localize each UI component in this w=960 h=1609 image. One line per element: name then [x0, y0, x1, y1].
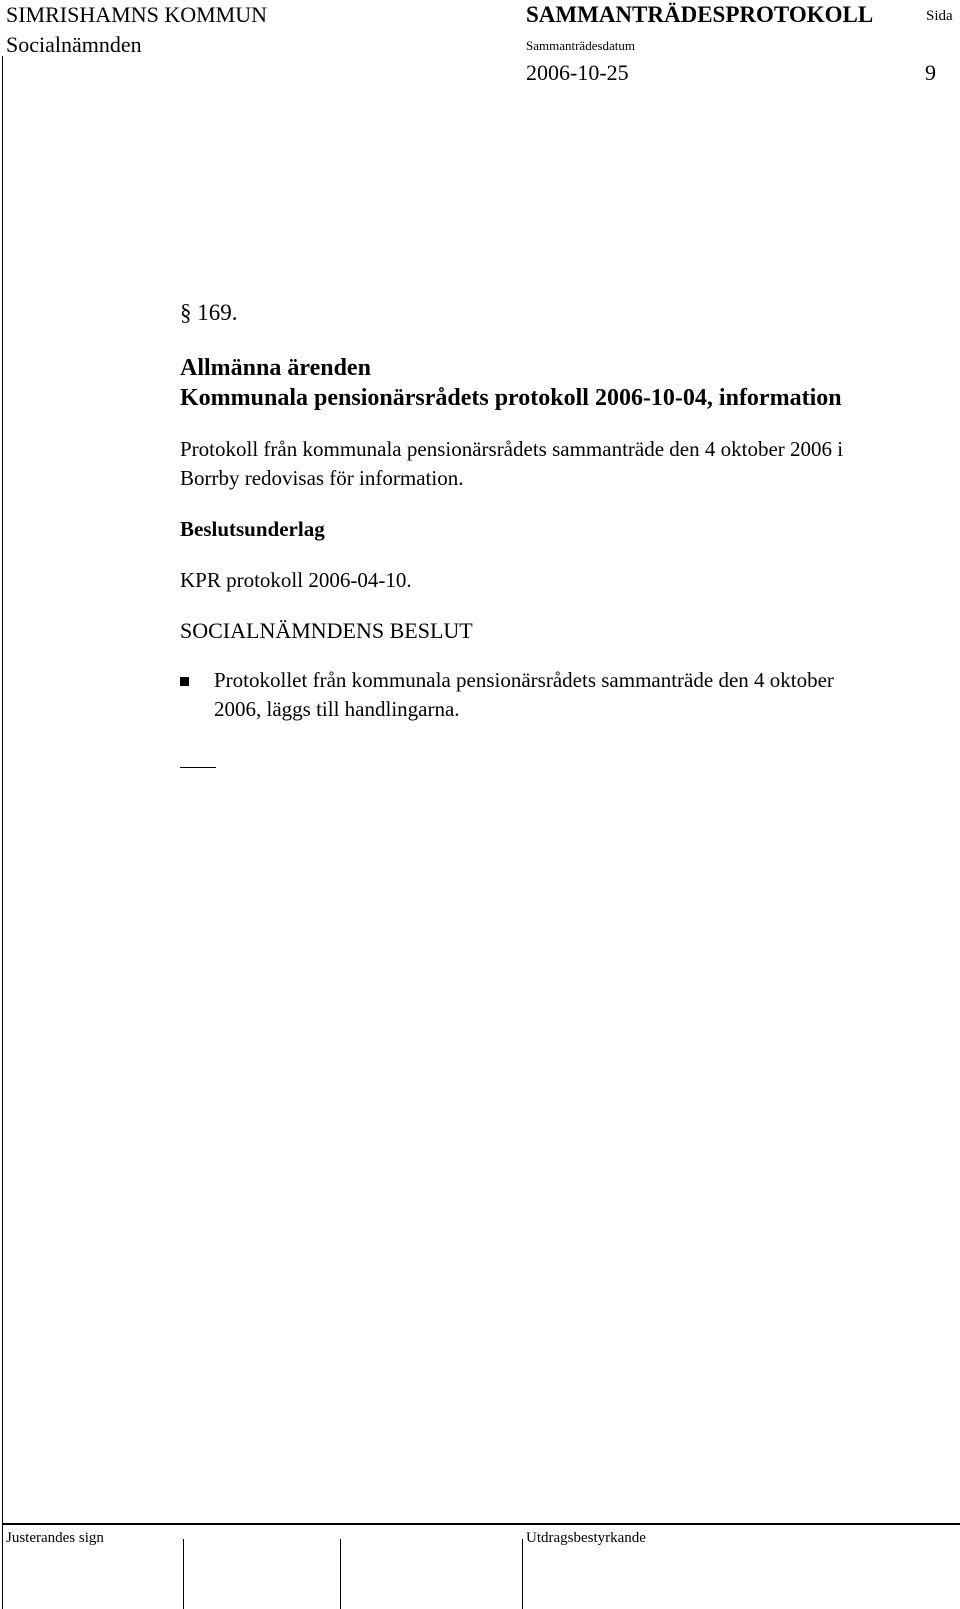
document-title: SAMMANTRÄDESPROTOKOLL	[526, 2, 874, 27]
organization-name: SIMRISHAMNS KOMMUN	[6, 2, 267, 27]
end-rule	[180, 767, 216, 768]
page-label: Sida	[926, 8, 953, 24]
page-number: 9	[925, 60, 936, 85]
left-margin-line	[2, 56, 3, 1609]
meeting-date-label: Sammanträdesdatum	[526, 38, 636, 53]
basis-heading: Beslutsunderlag	[180, 517, 325, 541]
bullet-square-icon	[180, 677, 189, 686]
signature-divider	[340, 1539, 341, 1609]
adjuster-signature-label: Justerandes sign	[6, 1530, 104, 1546]
signature-divider	[183, 1539, 184, 1609]
decision-text-line: Protokollet från kommunala pensionärsrådets sammanträde den 4 oktober	[214, 668, 834, 692]
body-text-line: Borrby redovisas för information.	[180, 466, 464, 490]
paragraph-number: § 169.	[180, 300, 238, 325]
decision-text-line: 2006, läggs till handlingarna.	[214, 697, 460, 721]
decision-heading: SOCIALNÄMNDENS BESLUT	[180, 618, 473, 643]
section-subheading: Kommunala pensionärsrådets protokoll 2006-10-04, information	[180, 385, 842, 411]
meeting-date: 2006-10-25	[526, 60, 629, 85]
body-text-line: Protokoll från kommunala pensionärsrådets sammanträde den 4 oktober 2006 i	[180, 437, 844, 461]
signature-divider	[522, 1539, 523, 1609]
certification-label: Utdragsbestyrkande	[526, 1530, 646, 1546]
department-name: Socialnämnden	[6, 32, 142, 57]
section-heading: Allmänna ärenden	[180, 355, 371, 381]
footer-rule	[2, 1523, 960, 1525]
basis-text: KPR protokoll 2006-04-10.	[180, 568, 412, 592]
